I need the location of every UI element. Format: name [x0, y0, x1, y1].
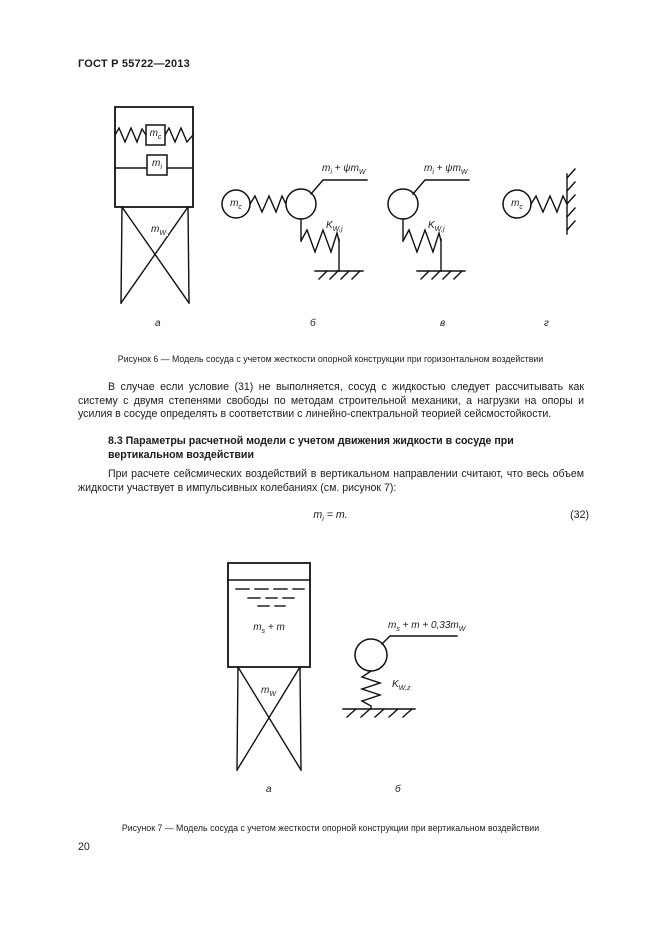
- section-heading-8-3: 8.3 Параметры расчетной модели с учетом движения жидкости в сосуде при вертикальном воздействии: [108, 435, 514, 461]
- fig6-letter-v: в: [440, 318, 446, 329]
- page-number: 20: [78, 841, 90, 853]
- fig7-letter-b: б: [395, 784, 401, 795]
- fig7-mass-w-label: $m_W$: [261, 685, 276, 698]
- fig7-combined-mass-label: $m_s + m + 0,33m_W$: [388, 620, 466, 633]
- figure7-caption: Рисунок 7 — Модель сосуда с учетом жесткости опорной конструкции при вертикальном воздействии: [121, 823, 540, 833]
- fig7-letter-a: а: [266, 784, 272, 795]
- fig6-g-mass-c-label: $m_c$: [511, 198, 523, 211]
- fig6-letter-g: г: [544, 318, 549, 329]
- fig6-v-combined-mass-label: $m_i + \psi m_W$: [424, 163, 468, 176]
- fig6-mass-i-box-label: $m_i$: [152, 158, 162, 171]
- fig6-b-stiffness-label: $K_{W,j}$: [326, 220, 343, 233]
- figure7-diagram: [210, 552, 490, 797]
- paragraph-1: В случае если условие (31) не выполняется, сосуд с жидкостью следует рассчитывать как систему с двумя степенями свободы по методам строительной механики, а нагрузки на опоры и усилия в сосуде определять в соответствии с линейно-спектральной теорией сейсмостойкости.: [78, 381, 584, 421]
- fig6-letter-b: б: [310, 318, 316, 329]
- fig7-vessel-a: [228, 563, 310, 770]
- fig6-b-combined-mass-label: $m_i + \psi m_W$: [322, 163, 366, 176]
- document-header: ГОСТ Р 55722—2013: [78, 58, 190, 70]
- formula-32-number: (32): [570, 509, 589, 521]
- formula-32-row: [0, 509, 661, 525]
- fig7-model-b: [343, 636, 457, 717]
- fig6-mass-c-box-label: $m_c$: [149, 128, 162, 141]
- figure6-caption: Рисунок 6 — Модель сосуда с учетом жесткости опорной конструкции при горизонтальном воздействии: [117, 354, 544, 364]
- fig7-vessel-mass-label: $m_s + m$: [253, 622, 285, 635]
- fig7-stiffness-label: $K_{W,z}$: [392, 679, 411, 692]
- fig6-model-b: [222, 180, 367, 279]
- fig6-letter-a: а: [155, 318, 161, 329]
- fig6-v-stiffness-label: $K_{W,j}$: [428, 220, 445, 233]
- fig6-mass-w-label: $m_W$: [151, 224, 166, 237]
- fig6-b-mass-c-label: $m_c$: [230, 198, 242, 211]
- formula-32: $m_i = m$.: [313, 509, 348, 524]
- paragraph-2: При расчете сейсмических воздействий в вертикальном направлении считают, что весь объем жидкости участвует в импульсивных колебаниях (см. рисунок 7):: [78, 468, 584, 494]
